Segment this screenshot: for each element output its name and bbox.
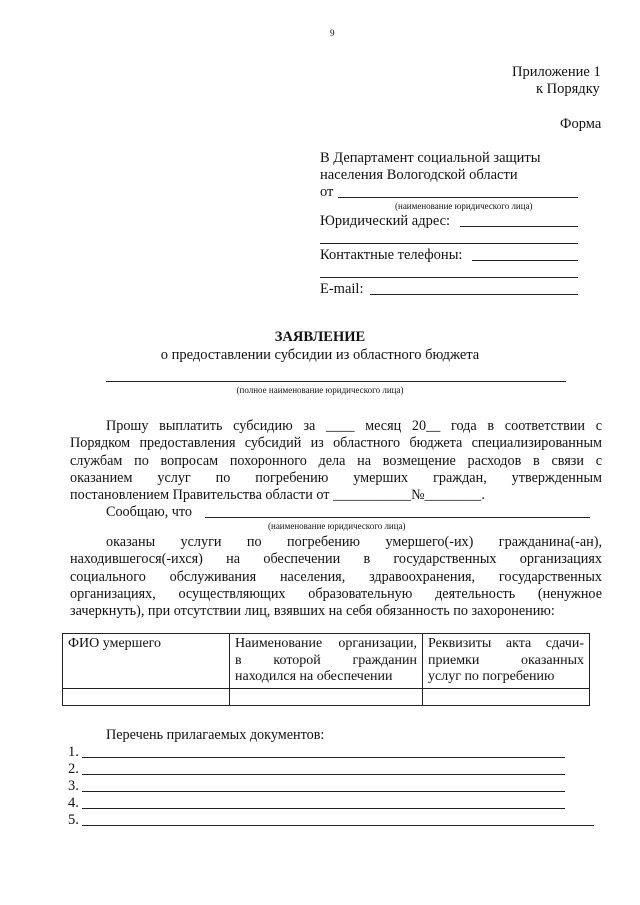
documents-heading: Перечень прилагаемых документов: <box>106 727 325 743</box>
deceased-table <box>62 633 590 706</box>
request-line2: Порядком предоставления субсидий из областного бюджета специализированным <box>70 435 602 452</box>
report-caption: (наименование юридического лица) <box>268 521 406 531</box>
services-line5: зачеркнуть), при отсутствии лиц, взявших на себя обязанность по захоронению: <box>70 603 555 620</box>
page-number: 9 <box>330 28 335 38</box>
services-paragraph <box>70 534 602 620</box>
cell-deceased-name[interactable] <box>63 688 230 705</box>
addressee-line2: населения Вологодской области <box>320 167 518 183</box>
document-title: ЗАЯВЛЕНИЕ <box>274 329 366 345</box>
report-label: Сообщаю, что <box>106 504 193 520</box>
header-act-details: Реквизиты акта сдачи- приемки оказанных услуг по погребению <box>423 634 590 689</box>
from-label: от <box>320 184 334 200</box>
request-paragraph <box>70 418 602 504</box>
cell-organization[interactable] <box>230 688 423 705</box>
document-item-4-line[interactable] <box>82 808 565 809</box>
form-label: Форма <box>560 116 602 132</box>
addressee-line1: В Департамент социальной защиты <box>320 150 541 166</box>
services-line2: находившегося(-ихся) на обеспечении в государственных организациях <box>70 551 602 568</box>
document-item-1-line[interactable] <box>82 757 565 758</box>
document-item-2-line[interactable] <box>82 774 565 775</box>
legal-address-line1 <box>460 226 578 227</box>
cell-act-details[interactable] <box>423 688 590 705</box>
services-line3: социального обслуживания населения, здравоохранения, государственных <box>70 568 602 585</box>
request-line1: Прошу выплатить субсидию за ____ месяц 20__ года в соответствии с <box>106 418 602 434</box>
phones-label: Контактные телефоны: <box>320 247 463 263</box>
legal-address-label: Юридический адрес: <box>320 213 451 229</box>
header-organization: Наименование организации, в которой гражданин находился на обеспечении <box>230 634 423 689</box>
services-line1: оказаны услуги по погребению умершего(-их) гражданина(-ан), <box>106 534 602 550</box>
table-row <box>63 688 590 705</box>
report-line <box>205 517 590 518</box>
document-subtitle: о предоставлении субсидии из областного бюджета <box>160 347 480 363</box>
procedure-label: к Порядку <box>536 81 600 97</box>
table-header-row <box>63 634 590 689</box>
document-item-2-number: 2. <box>68 761 79 777</box>
document-item-3-number: 3. <box>68 778 79 794</box>
phones-line1 <box>472 260 578 261</box>
document-item-3-line[interactable] <box>82 791 565 792</box>
document-item-5-line[interactable] <box>82 825 594 826</box>
legal-address-line2 <box>320 243 578 244</box>
legal-entity-caption: (полное наименование юридического лица) <box>236 385 404 395</box>
request-line5: постановлением Правительства области от ___________№________. <box>70 487 485 504</box>
header-deceased-name: ФИО умершего <box>63 634 230 689</box>
document-item-5-number: 5. <box>68 812 79 828</box>
document-item-1-number: 1. <box>68 744 79 760</box>
email-line <box>370 294 578 295</box>
from-caption: (наименование юридического лица) <box>395 201 533 211</box>
request-line4: оказанием услуг по погребению умерших граждан, утвержденным <box>70 469 602 486</box>
phones-line2 <box>320 277 578 278</box>
legal-entity-line <box>106 381 566 382</box>
appendix-label: Приложение 1 <box>512 64 601 80</box>
email-label: E-mail: <box>320 281 364 297</box>
document-item-4-number: 4. <box>68 795 79 811</box>
request-line3: службам по вопросам похоронного дела на возмещение расходов в связи с <box>70 452 602 469</box>
services-line4: организациях, осуществляющих образовательную деятельность (ненужное <box>70 585 602 602</box>
from-line <box>338 197 578 198</box>
